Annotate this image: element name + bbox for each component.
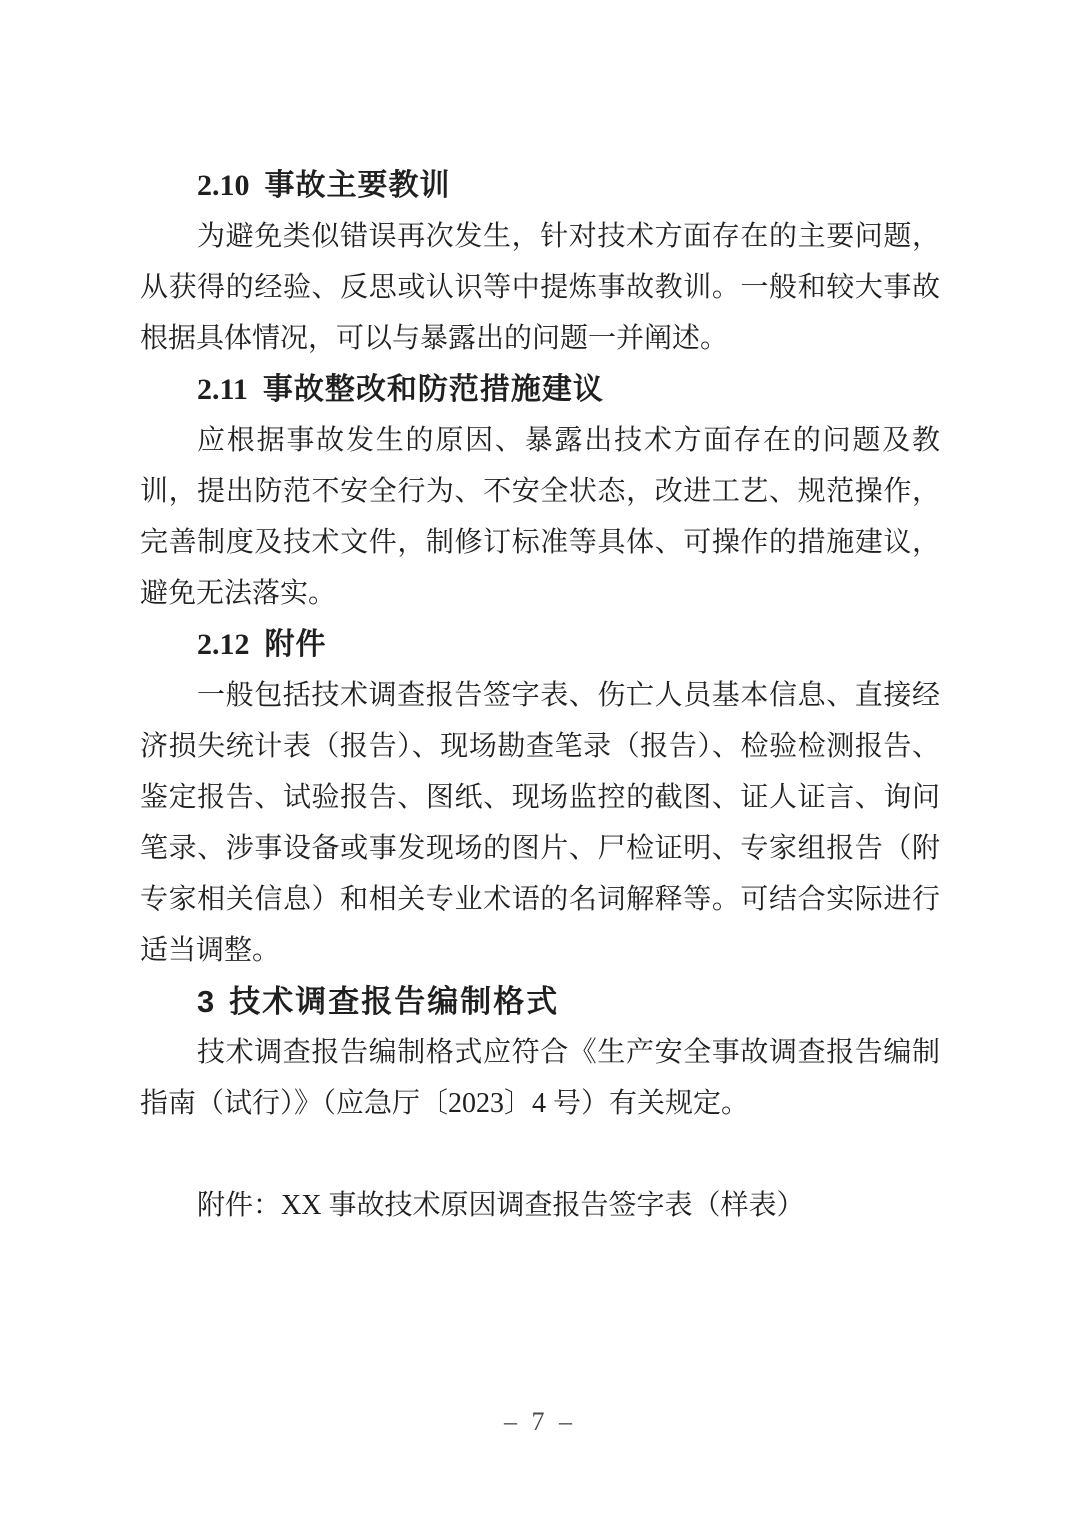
paragraph-line: 适当调整。 <box>140 935 281 966</box>
section-number: 2.11 <box>197 373 248 406</box>
paragraph-line: 一般包括技术调查报告签字表、伤亡人员基本信息、直接经 <box>197 680 940 711</box>
section-title: 事故整改和防范措施建议 <box>262 373 604 406</box>
document-body <box>140 160 940 1231</box>
paragraph-line: 从获得的经验、反思或认识等中提炼事故教训。一般和较大事故 <box>140 272 940 303</box>
paragraph-line: 济损失统计表（报告）、现场勘查笔录（报告）、检验检测报告、 <box>140 731 940 762</box>
section-title: 技术调查报告编制格式 <box>229 984 560 1019</box>
page-number: – 7 – <box>504 1407 576 1436</box>
section-heading-3 <box>140 976 940 1027</box>
paragraph-line: 指南（试行）》（应急厅〔2023〕4 号）有关规定。 <box>140 1088 750 1119</box>
section-heading-2-12 <box>140 619 940 670</box>
section-title: 附件 <box>264 628 327 661</box>
attachment-note: 附件：XX 事故技术原因调查报告签字表（样表） <box>197 1190 805 1221</box>
paragraph-line: 根据具体情况，可以与暴露出的问题一并阐述。 <box>140 323 729 354</box>
section-number: 3 <box>197 984 215 1019</box>
paragraph-line: 为避免类似错误再次发生，针对技术方面存在的主要问题， <box>197 221 940 252</box>
section-heading-2-11 <box>140 364 940 415</box>
section-title: 事故主要教训 <box>264 169 451 202</box>
paragraph-line: 训，提出防范不安全行为、不安全状态，改进工艺、规范操作， <box>140 476 940 507</box>
paragraph-line: 避免无法落实。 <box>140 578 337 609</box>
section-heading-2-10 <box>140 160 940 211</box>
paragraph-line: 鉴定报告、试验报告、图纸、现场监控的截图、证人证言、询问 <box>140 782 940 813</box>
paragraph-line: 应根据事故发生的原因、暴露出技术方面存在的问题及教 <box>197 425 940 456</box>
paragraph-line: 完善制度及技术文件，制修订标准等具体、可操作的措施建议， <box>140 527 940 558</box>
paragraph-line: 专家相关信息）和相关专业术语的名词解释等。可结合实际进行 <box>140 884 940 915</box>
paragraph-line: 笔录、涉事设备或事发现场的图片、尸检证明、专家组报告（附 <box>140 833 940 864</box>
section-number: 2.10 <box>197 169 250 202</box>
paragraph-line: 技术调查报告编制格式应符合《生产安全事故调查报告编制 <box>197 1037 940 1068</box>
section-number: 2.12 <box>197 628 250 661</box>
